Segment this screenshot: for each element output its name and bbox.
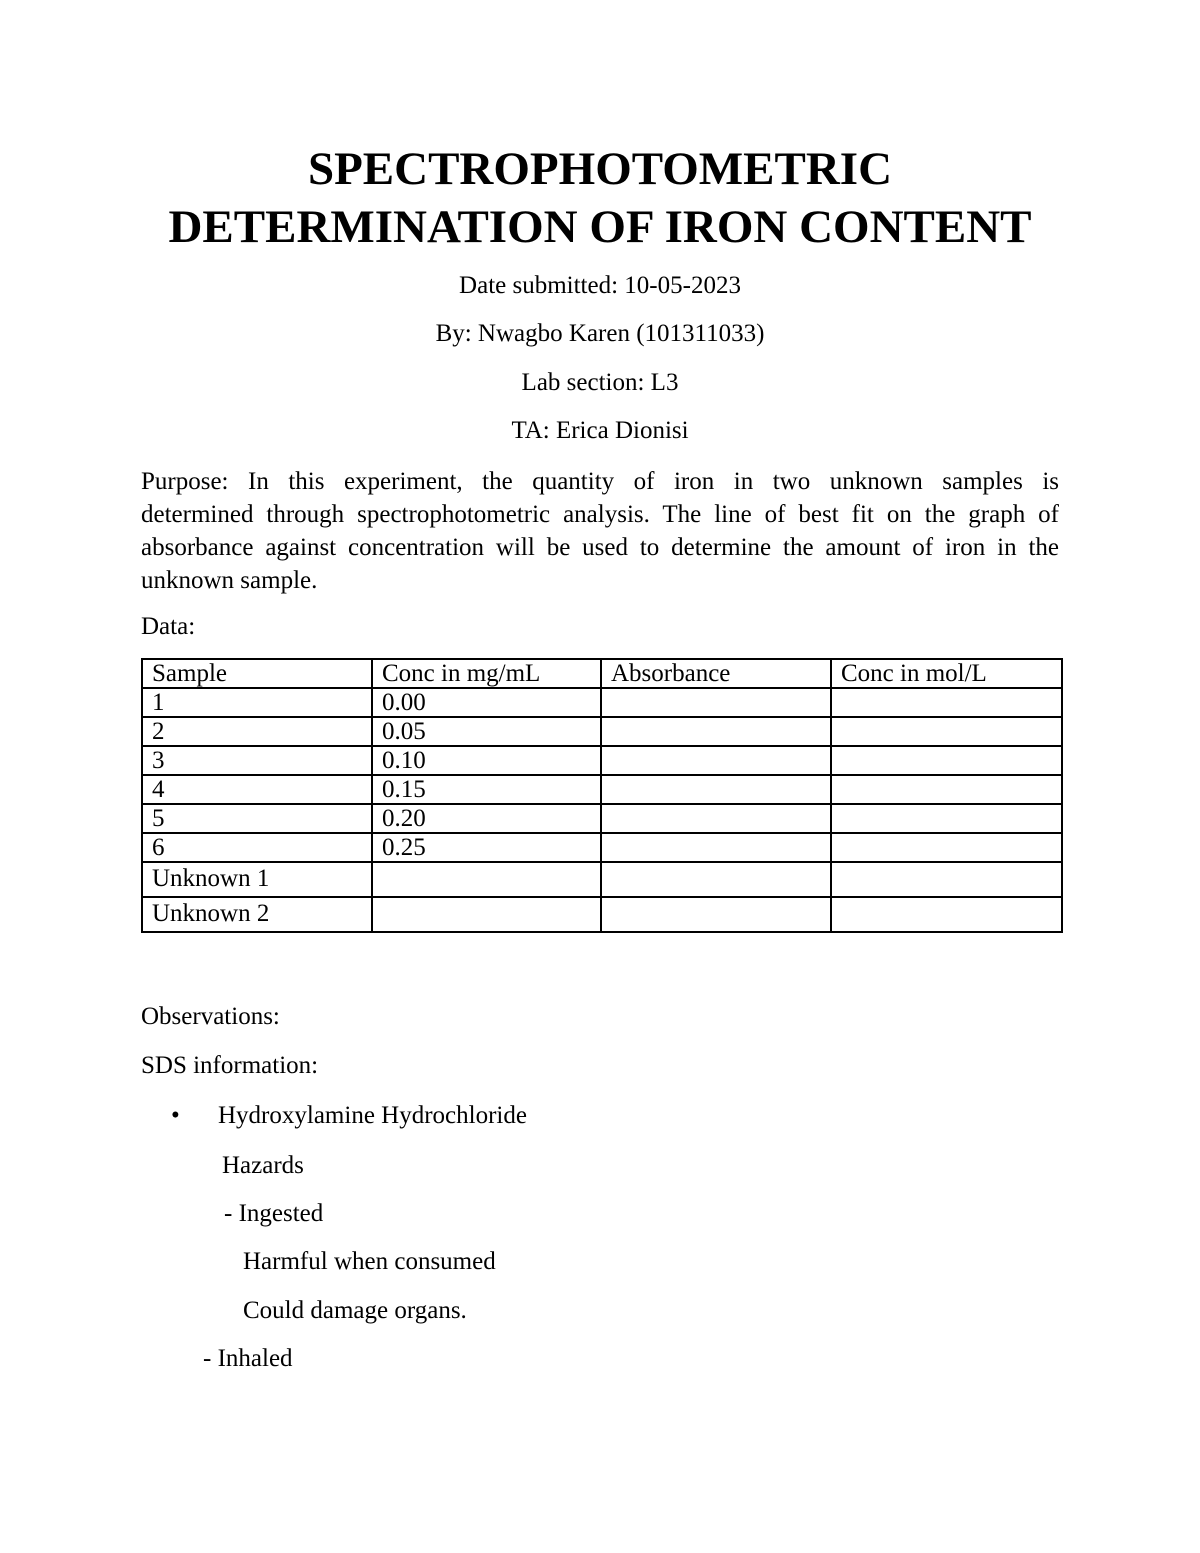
bullet-icon: • — [171, 1102, 180, 1129]
data-table — [141, 658, 1063, 933]
ta-line: TA: Erica Dionisi — [511, 417, 689, 444]
title-line-2: DETERMINATION OF IRON CONTENT — [168, 201, 1032, 253]
table-cell — [372, 897, 601, 932]
table-row — [142, 897, 1062, 932]
table-cell — [372, 862, 601, 897]
table-cell: Unknown 1 — [142, 862, 372, 897]
table-cell — [831, 833, 1062, 862]
table-cell: Unknown 2 — [142, 897, 372, 932]
table-cell — [601, 746, 831, 775]
table-cell — [831, 688, 1062, 717]
hazards-label: Hazards — [222, 1152, 304, 1179]
ingested-item: Could damage organs. — [243, 1297, 467, 1324]
table-cell: 2 — [142, 717, 372, 746]
date-submitted: Date submitted: 10-05-2023 — [459, 272, 741, 299]
purpose-line: Purpose: In this experiment, the quantity of iron in two unknown samples is — [141, 468, 1059, 495]
table-cell — [831, 746, 1062, 775]
chemical-name: Hydroxylamine Hydrochloride — [218, 1102, 527, 1129]
table-cell: 4 — [142, 775, 372, 804]
lab-section: Lab section: L3 — [521, 369, 679, 396]
table-cell — [831, 862, 1062, 897]
table-row — [142, 717, 1062, 746]
sds-label: SDS information: — [141, 1052, 319, 1079]
table-cell: 0.20 — [372, 804, 601, 833]
table-cell: 0.15 — [372, 775, 601, 804]
purpose-line: absorbance against concentration will be used to determine the amount of iron in the — [141, 534, 1059, 561]
table-cell: 0.05 — [372, 717, 601, 746]
table-header-cell: Sample — [142, 659, 372, 688]
table-cell: 0.00 — [372, 688, 601, 717]
purpose-line: unknown sample. — [141, 567, 318, 594]
table-header-row — [142, 659, 1062, 688]
table-cell — [831, 775, 1062, 804]
table-header-cell: Absorbance — [601, 659, 831, 688]
title-line-1: SPECTROPHOTOMETRIC — [307, 143, 893, 195]
table-cell — [601, 688, 831, 717]
data-label: Data: — [141, 613, 196, 640]
ingested-label: - Ingested — [224, 1200, 324, 1227]
table-row — [142, 804, 1062, 833]
author-line: By: Nwagbo Karen (101311033) — [435, 320, 765, 347]
table-cell — [601, 862, 831, 897]
table-cell — [831, 717, 1062, 746]
table-header-cell: Conc in mol/L — [831, 659, 1062, 688]
table-cell: 1 — [142, 688, 372, 717]
observations-label: Observations: — [141, 1003, 280, 1030]
table-row — [142, 862, 1062, 897]
table-cell — [601, 717, 831, 746]
table-cell — [831, 804, 1062, 833]
table-header-cell: Conc in mg/mL — [372, 659, 601, 688]
purpose-paragraph — [141, 465, 1059, 597]
table-cell — [601, 804, 831, 833]
purpose-line: determined through spectrophotometric analysis. The line of best fit on the graph of — [141, 501, 1059, 528]
table-row — [142, 746, 1062, 775]
table-cell: 0.25 — [372, 833, 601, 862]
table-cell — [601, 833, 831, 862]
document-title — [0, 140, 1200, 256]
table-cell: 5 — [142, 804, 372, 833]
table-row — [142, 833, 1062, 862]
inhaled-label: - Inhaled — [203, 1345, 293, 1372]
ingested-item: Harmful when consumed — [243, 1248, 496, 1275]
table-cell: 6 — [142, 833, 372, 862]
table-cell — [831, 897, 1062, 932]
table-row — [142, 775, 1062, 804]
table-cell — [601, 775, 831, 804]
table-cell: 3 — [142, 746, 372, 775]
table-cell: 0.10 — [372, 746, 601, 775]
table-cell — [601, 897, 831, 932]
table-row — [142, 688, 1062, 717]
